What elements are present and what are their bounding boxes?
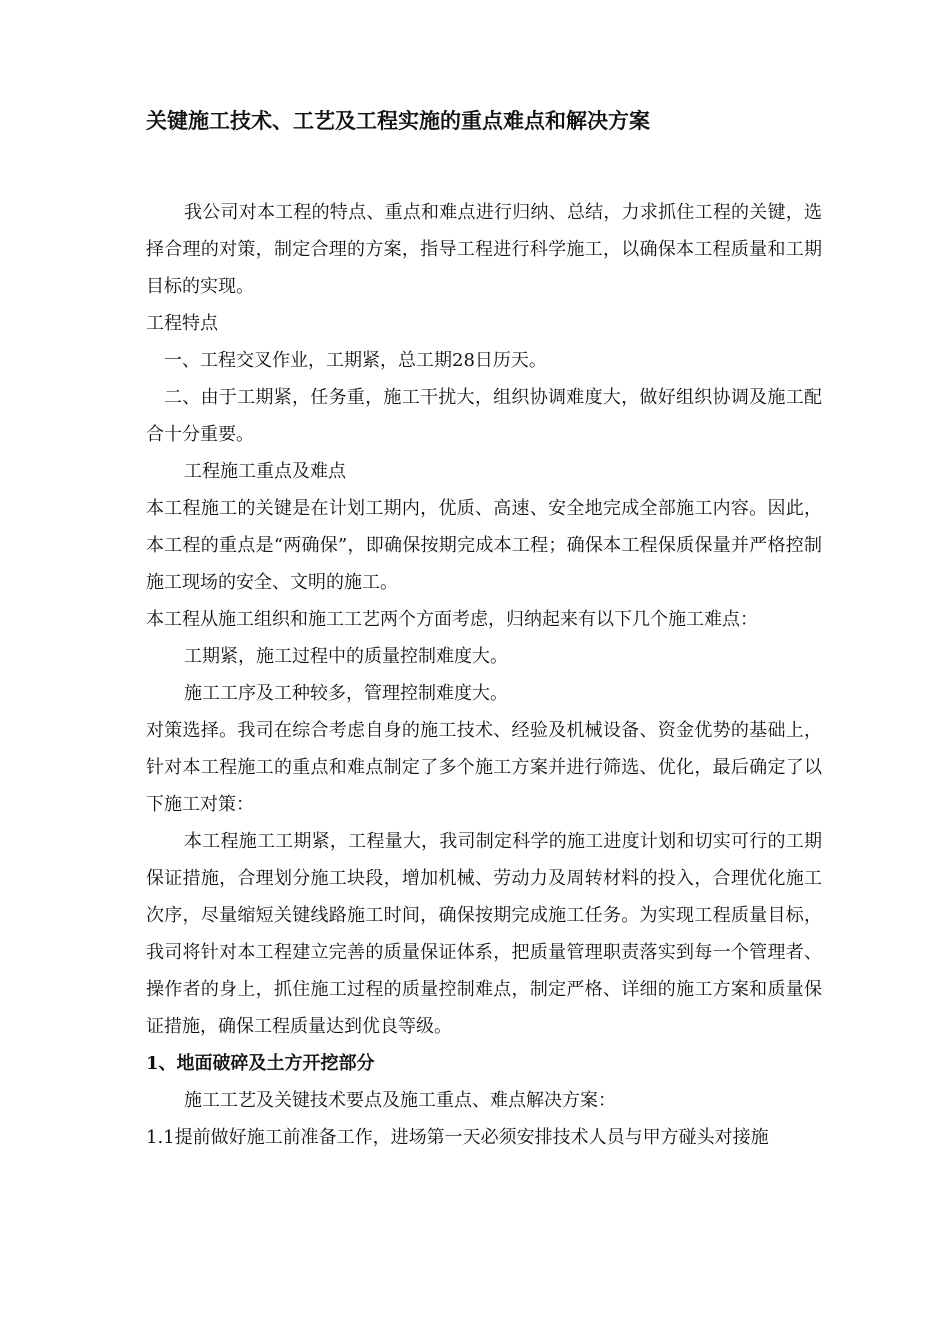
paragraph-countermeasures: 本工程施工工期紧，工程量大，我司制定科学的施工进度计划和切实可行的工期保证措施，合理划分施工块段，增加机械、劳动力及周转材料的投入，合理优化施工次序，尽量缩短关键线路施工时间，确保按期完成施工任务。为实现工程质量目标，我司将针对本工程建立完善的质量保证体系，把质量管理职责落实到每一个管理者、操作者的身上，抓住施工过程的质量控制难点，制定严格、详细的施工方案和质量保证措施，确保工程质量达到优良等级。 [146, 831, 822, 1037]
paragraph-difficulty-one: 工期紧，施工过程中的质量控制难度大。 [184, 646, 508, 667]
paragraph-difficulty-two: 施工工序及工种较多，管理控制难度大。 [184, 683, 508, 704]
paragraph-feature-two: 二、由于工期紧，任务重，施工干扰大，组织协调难度大，做好组织协调及施工配合十分重要。 [146, 387, 822, 445]
heading-key-difficulties: 工程施工重点及难点 [184, 461, 346, 482]
paragraph-process-intro: 施工工艺及关键技术要点及施工重点、难点解决方案： [184, 1090, 616, 1111]
heading-project-features: 工程特点 [146, 313, 218, 334]
section-heading-ground-breaking: 1、地面破碎及土方开挖部分 [146, 1053, 375, 1074]
paragraph-intro: 我公司对本工程的特点、重点和难点进行归纳、总结，力求抓住工程的关键，选择合理的对策，制定合理的方案，指导工程进行科学施工，以确保本工程质量和工期目标的实现。 [146, 202, 822, 297]
paragraph-difficulties-intro: 本工程从施工组织和施工工艺两个方面考虑，归纳起来有以下几个施工难点： [146, 609, 758, 630]
paragraph-key-points: 本工程施工的关键是在计划工期内，优质、高速、安全地完成全部施工内容。因此，本工程的重点是“两确保”，即确保按期完成本工程；确保本工程保质保量并严格控制施工现场的安全、文明的施工。 [146, 498, 822, 593]
paragraph-countermeasure-selection: 对策选择。我司在综合考虑自身的施工技术、经验及机械设备、资金优势的基础上，针对本工程施工的重点和难点制定了多个施工方案并进行筛选、优化，最后确定了以下施工对策： [146, 720, 822, 815]
document-body [146, 194, 822, 1156]
paragraph-feature-one: 一、工程交叉作业，工期紧，总工期28日历天。 [164, 350, 547, 371]
document-title: 关键施工技术、工艺及工程实施的重点难点和解决方案 [146, 108, 650, 133]
paragraph-item-1-1: 1.1提前做好施工前准备工作，进场第一天必须安排技术人员与甲方碰头对接施 [146, 1127, 769, 1148]
